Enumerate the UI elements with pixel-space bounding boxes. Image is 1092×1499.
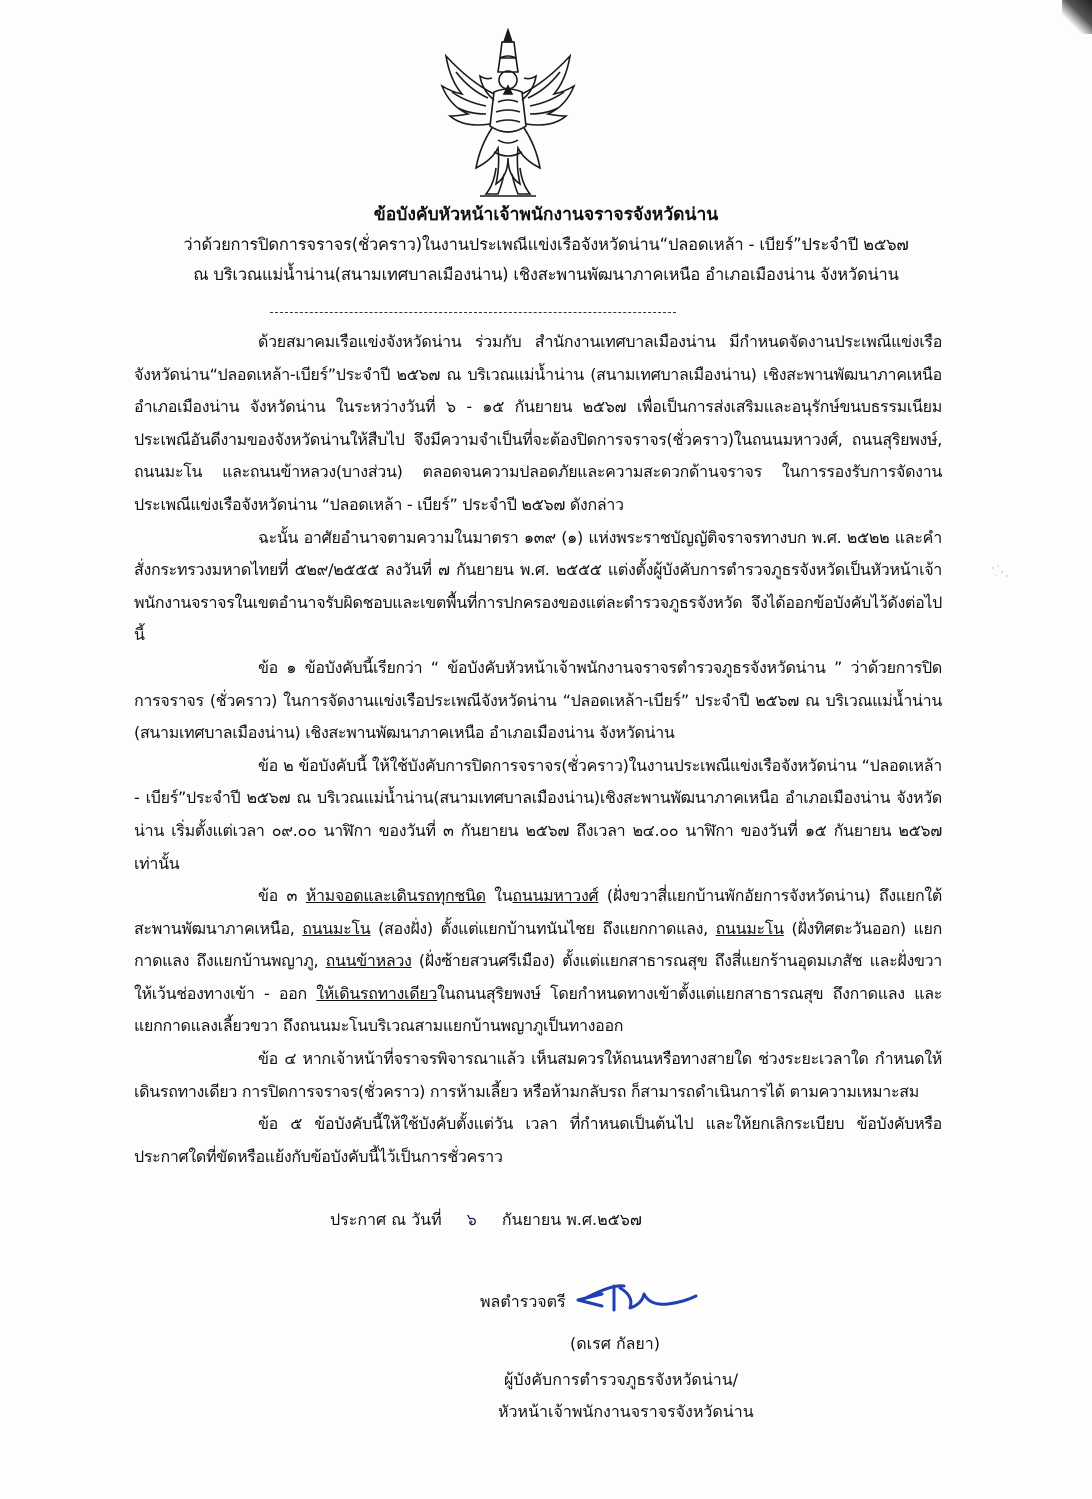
clause-3-text: (ฝั่งทิศตะวันออก) แยกกาดแลง ถึงแยกบ้านพญาภู,: [134, 918, 942, 971]
signatory-rank: พลตำรวจตรี: [480, 1292, 566, 1311]
document-body: [134, 326, 942, 1173]
signatory-position-2: หัวหน้าเจ้าพนักงานจราจรจังหวัดน่าน: [498, 1402, 754, 1421]
paragraph-preamble: ด้วยสมาคมเรือแข่งจังหวัดน่าน ร่วมกับ สำนักงานเทศบาลเมืองน่าน มีกำหนดจัดงานประเพณีแข่งเรือจังหวัดน่าน“ปลอดเหล้า-เบียร์”ประจำปี ๒๕๖๗ ณ บริเวณแม่น้ำน่าน (สนามเทศบาลเมืองน่าน) เชิงสะพานพัฒนาภาคเหนือ อำเภอเมืองน่าน จังหวัดน่าน ในระหว่างวันที่ ๖ - ๑๕ กันยายน ๒๕๖๗ เพื่อเป็นการส่งเสริมและอนุรักษ์ขนบธรรมเนียมประเพณีอันดีงามของจังหวัดน่านให้สืบไป จึงมีความจำเป็นที่จะต้องปิดการจราจร(ชั่วคราว)ในถนนมหาวงศ์, ถนนสุริยพงษ์, ถนนมะโน และถนนข้าหลวง(บางส่วน) ตลอดจนความปลอดภัยและความสะดวกด้านจราจร ในการรองรับการจัดงานประเพณีแข่งเรือจังหวัดน่าน “ปลอดเหล้า - เบียร์” ประจำปี ๒๕๖๗ ดังกล่าว: [134, 332, 942, 514]
clause-3-text: ใน: [485, 886, 513, 906]
paragraph-clause-5: ข้อ ๕ ข้อบังคับนี้ให้ใช้บังคับตั้งแต่วัน เวลา ที่กำหนดเป็นต้นไป และให้ยกเลิกระเบียบ ข้อบังคับหรือประกาศใดที่ขัดหรือแย้งกับข้อบังคับนี้ไว้เป็นการชั่วคราว: [134, 1114, 942, 1166]
handwritten-signature-icon: [572, 1276, 702, 1320]
announcement-date: [330, 1208, 642, 1233]
scan-corner-shadow: [1062, 0, 1092, 34]
clause-3-text: ในถนนสุริยพงษ์ โดยกำหนดทางเข้าตั้งแต่แยกสาธารณสุข ถึงกาดแลง และแยกกาดแลงเลี้ยวขวา ถึงถนนมะโนบริเวณสามแยกบ้านพญาภูเป็นทางออก: [134, 983, 943, 1036]
clause-3-text: (ฝั่งซ้ายสวนศรีเมือง) ตั้งแต่แยกสาธารณสุข ถึงสี่แยกร้านอุดมเภสัช และฝั่งขวา ให้เว้นช่องทางเข้า - ออก: [134, 951, 942, 1003]
announcement-prefix: ประกาศ ณ วันที่: [330, 1210, 442, 1229]
title-block: [120, 200, 972, 290]
road-mahawong: ถนนมหาวงศ์: [512, 886, 599, 906]
announcement-suffix: กันยายน พ.ศ.๒๕๖๗: [501, 1210, 642, 1229]
signatory-name: (ดเรศ กัลยา): [570, 1334, 661, 1353]
paragraph-authority: ฉะนั้น อาศัยอำนาจตามความในมาตรา ๑๓๙ (๑) แห่งพระราชบัญญัติจราจรทางบก พ.ศ. ๒๕๒๒ และคำสั่งกระทรวงมหาดไทยที่ ๕๒๙/๒๕๕๕ ลงวันที่ ๗ กันยายน พ.ศ. ๒๕๕๕ แต่งตั้งผู้บังคับการตำรวจภูธรจังหวัดเป็นหัวหน้าเจ้าพนักงานจราจรในเขตอำนาจรับผิดชอบและเขตพื้นที่การปกครองของแต่ละตำรวจภูธรจังหวัด จึงได้ออกข้อบังคับไว้ดังต่อไปนี้: [134, 527, 942, 645]
document-subtitle-2: ณ บริเวณแม่น้ำน่าน(สนามเทศบาลเมืองน่าน) เชิงสะพานพัฒนาภาคเหนือ อำเภอเมืองน่าน จังหวัดน่าน: [193, 265, 899, 284]
one-way-rule: ให้เดินรถทางเดียว: [316, 983, 438, 1003]
clause-3-text: (สองฝั่ง) ตั้งแต่แยกบ้านทนันไชย ถึงแยกกาดแลง,: [370, 918, 716, 938]
paragraph-clause-3: [134, 880, 942, 1043]
clause-3-prohibition: ห้ามจอดและเดินรถทุกชนิด: [305, 886, 486, 906]
title-divider: [270, 312, 676, 313]
scan-speckle: [990, 564, 1012, 580]
paragraph-clause-2: ข้อ ๒ ข้อบังคับนี้ ให้ใช้บังคับการปิดการจราจร(ชั่วคราว)ในงานประเพณีแข่งเรือจังหวัดน่าน “ปลอดเหล้า - เบียร์”ประจำปี ๒๕๖๗ ณ บริเวณแม่น้ำน่าน(สนามเทศบาลเมืองน่าน)เชิงสะพานพัฒนาภาคเหนือ อำเภอเมืองน่าน จังหวัดน่าน เริ่มตั้งแต่เวลา ๐๙.๐๐ นาฬิกา ของวันที่ ๓ กันยายน ๒๕๖๗ ถึงเวลา ๒๔.๐๐ นาฬิกา ของวันที่ ๑๕ กันยายน ๒๕๖๗ เท่านั้น: [134, 755, 942, 873]
road-mano-east: ถนนมะโน: [715, 918, 784, 938]
paragraph-clause-1: ข้อ ๑ ข้อบังคับนี้เรียกว่า “ ข้อบังคับหัวหน้าเจ้าพนักงานจราจรตำรวจภูธรจังหวัดน่าน ” ว่าด้วยการปิดการจราจร (ชั่วคราว) ในการจัดงานแข่งเรือประเพณีจังหวัดน่าน “ปลอดเหล้า-เบียร์” ประจำปี ๒๕๖๗ ณ บริเวณแม่น้ำน่าน (สนามเทศบาลเมืองน่าน) เชิงสะพานพัฒนาภาคเหนือ อำเภอเมืองน่าน จังหวัดน่าน: [134, 657, 942, 743]
garuda-emblem-icon: [436, 28, 580, 200]
clause-3-text: (ฝั่งขวาสี่แยกบ้านพักอัยการจังหวัดน่าน) ถึงแยกใต้สะพานพัฒนาภาคเหนือ,: [134, 886, 942, 938]
road-khaluang: ถนนข้าหลวง: [325, 951, 412, 971]
clause-3-label: ข้อ ๓: [258, 886, 306, 906]
road-mano: ถนนมะโน: [302, 918, 371, 938]
signatory-position-1: ผู้บังคับการตำรวจภูธรจังหวัดน่าน/: [504, 1370, 739, 1389]
announcement-day-handwritten: ๖: [466, 1210, 477, 1229]
document-title: ข้อบังคับหัวหน้าเจ้าพนักงานจราจรจังหวัดน่าน: [373, 205, 719, 225]
paragraph-clause-4: ข้อ ๔ หากเจ้าหน้าที่จราจรพิจารณาแล้ว เห็นสมควรให้ถนนหรือทางสายใด ช่วงระยะเวลาใด กำหนดให้เดินรถทางเดียว การปิดการจราจร(ชั่วคราว) การห้ามเลี้ยว หรือห้ามกลับรถ ก็สามารถดำเนินการได้ ตามความเหมาะสม: [134, 1049, 942, 1101]
document-subtitle-1: ว่าด้วยการปิดการจราจร(ชั่วคราว)ในงานประเพณีแข่งเรือจังหวัดน่าน“ปลอดเหล้า - เบียร์”ประจำปี ๒๕๖๗: [183, 235, 909, 254]
